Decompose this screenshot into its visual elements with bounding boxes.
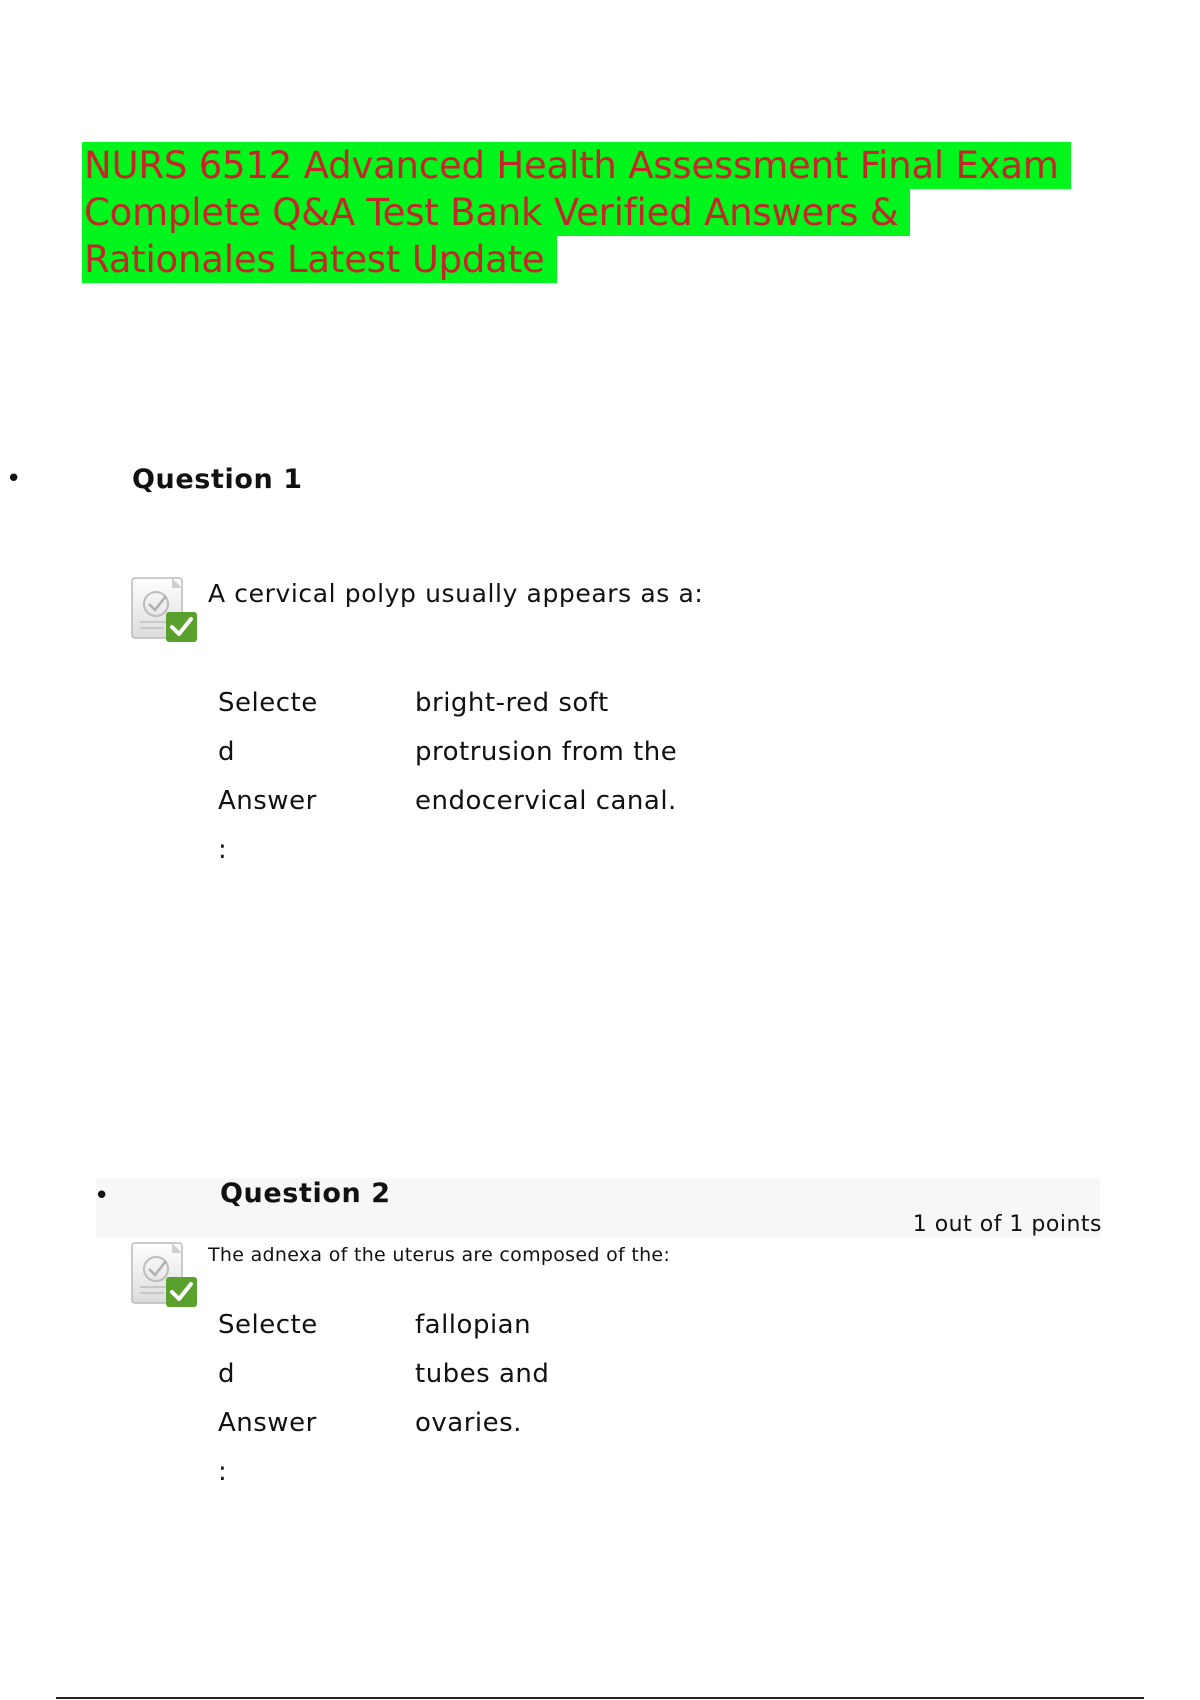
question-1-heading: Question 1: [132, 464, 303, 495]
question-2-selected-answer: fallopian tubes and ovaries.: [415, 1310, 550, 1438]
selected-label-part: :: [218, 835, 228, 865]
page-bottom-rule: [56, 1697, 1144, 1699]
question-1-selected-answer: bright-red soft protrusion from the endocervical canal.: [415, 688, 678, 816]
bullet-question-2: •: [94, 1181, 110, 1211]
selected-label-part: Selecte: [218, 1310, 318, 1340]
title-line-2: Complete Q&A Test Bank Verified Answers &: [82, 189, 910, 236]
selected-label-part: d: [218, 1359, 236, 1389]
selected-label-part: :: [218, 1457, 228, 1487]
title-line-1: NURS 6512 Advanced Health Assessment Final Exam: [82, 142, 1071, 189]
selected-label-part: Answer: [218, 786, 317, 816]
question-2-heading: Question 2: [220, 1178, 391, 1209]
question-1-prompt: A cervical polyp usually appears as a:: [208, 579, 704, 608]
question-2-prompt: The adnexa of the uterus are composed of the:: [208, 1244, 671, 1266]
correct-check-icon: [130, 576, 200, 646]
selected-label-part: d: [218, 737, 236, 767]
question-2-points: 1 out of 1 points: [912, 1212, 1102, 1237]
question-2-selected-label: [218, 1301, 348, 1497]
selected-label-part: Selecte: [218, 688, 318, 718]
document-title: [82, 142, 1092, 283]
correct-check-icon: [130, 1241, 200, 1311]
question-1-selected-label: [218, 679, 348, 875]
title-line-3: Rationales Latest Update: [82, 236, 557, 283]
bullet-question-1: •: [6, 464, 22, 494]
selected-label-part: Answer: [218, 1408, 317, 1438]
